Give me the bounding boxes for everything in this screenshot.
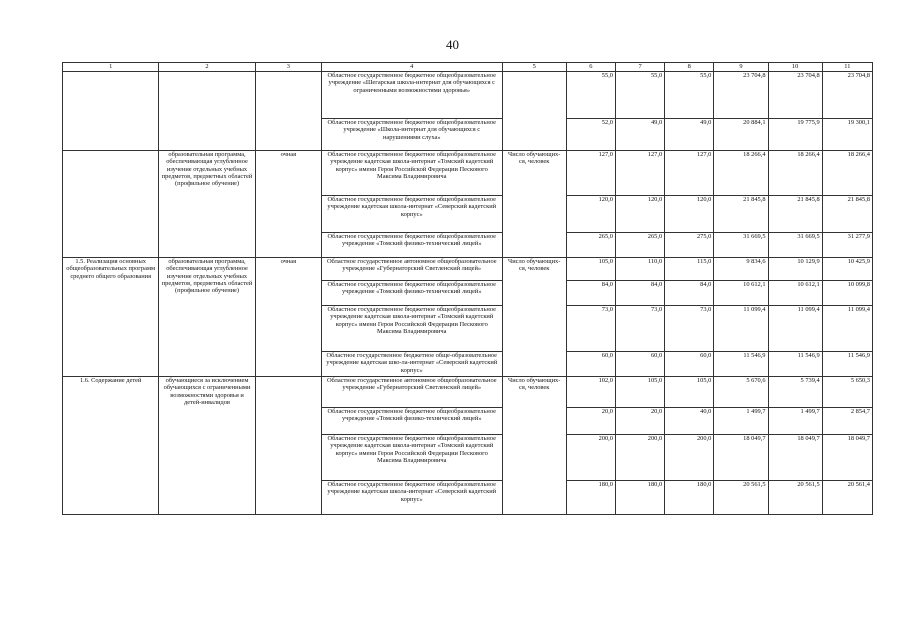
institution-cell: Областное государственное бюджетное обще-образовательное учреждение кадетская шко-ла-интернат «Северский кадетский корпус» (321, 352, 502, 377)
value-cell: 55,0 (615, 72, 664, 119)
value-cell: 11 546,9 (714, 352, 768, 377)
value-cell: 10 425,9 (822, 258, 872, 281)
value-cell: 18 049,7 (714, 435, 768, 481)
value-cell: 11 099,4 (714, 306, 768, 352)
service-cell (63, 72, 159, 151)
value-cell: 73,0 (615, 306, 664, 352)
value-cell: 84,0 (566, 281, 615, 306)
value-cell: 18 049,7 (822, 435, 872, 481)
indicator-cell: Число обучающих-ся, человек (502, 151, 566, 258)
value-cell: 10 099,8 (822, 281, 872, 306)
value-cell: 20 884,1 (714, 119, 768, 151)
value-cell: 73,0 (566, 306, 615, 352)
value-cell: 18 266,4 (714, 151, 768, 196)
value-cell: 275,0 (665, 233, 714, 258)
institution-cell: Областное государственное бюджетное общеобразовательное учреждение кадетская школа-интернат «Томский кадетский корпус» имени Героя Российской Федерации Пескового Максима Владимировича (321, 435, 502, 481)
value-cell: 5 670,6 (714, 377, 768, 408)
value-cell: 31 669,5 (714, 233, 768, 258)
institution-cell: Областное государственное бюджетное общеобразовательное учреждение кадетская школа-интернат «Северский кадетский корпус» (321, 481, 502, 515)
indicator-cell: Число обучающих-ся, человек (502, 377, 566, 515)
value-cell: 180,0 (566, 481, 615, 515)
value-cell: 9 834,6 (714, 258, 768, 281)
value-cell: 21 845,8 (714, 196, 768, 233)
value-cell: 21 845,8 (768, 196, 822, 233)
column-header: 7 (615, 63, 664, 72)
value-cell: 52,0 (566, 119, 615, 151)
value-cell: 1 499,7 (768, 408, 822, 435)
institution-cell: Областное государственное бюджетное общеобразовательное учреждение «Томский физико-технический лицей» (321, 408, 502, 435)
column-header: 3 (255, 63, 321, 72)
data-table (62, 62, 873, 515)
value-cell: 11 099,4 (768, 306, 822, 352)
column-header: 2 (159, 63, 255, 72)
value-cell: 127,0 (665, 151, 714, 196)
value-cell: 1 499,7 (714, 408, 768, 435)
value-cell: 2 854,7 (822, 408, 872, 435)
column-header: 6 (566, 63, 615, 72)
value-cell: 73,0 (665, 306, 714, 352)
value-cell: 20 561,5 (714, 481, 768, 515)
value-cell: 105,0 (665, 377, 714, 408)
column-header: 5 (502, 63, 566, 72)
institution-cell: Областное государственное бюджетное общеобразовательное учреждение «Шегарская школа-интернат для обучающихся с ограниченными возможностями здоровья» (321, 72, 502, 119)
table-row (63, 72, 873, 119)
value-cell: 31 669,5 (768, 233, 822, 258)
column-header: 4 (321, 63, 502, 72)
institution-cell: Областное государственное бюджетное общеобразовательное учреждение кадетская школа-интернат «Томский кадетский корпус» имени Героя Российской Федерации Пескового Максима Владимировича (321, 151, 502, 196)
value-cell: 19 775,9 (768, 119, 822, 151)
value-cell: 31 277,9 (822, 233, 872, 258)
program-cell (159, 72, 255, 151)
value-cell: 23 704,8 (768, 72, 822, 119)
value-cell: 120,0 (566, 196, 615, 233)
institution-cell: Областное государственное бюджетное общеобразовательное учреждение «Томский физико-технический лицей» (321, 233, 502, 258)
value-cell: 60,0 (615, 352, 664, 377)
value-cell: 84,0 (665, 281, 714, 306)
value-cell: 200,0 (566, 435, 615, 481)
program-cell: образовательная программа, обеспечивающая углубленное изучение отдельных учебных предметов, предметных областей (профильное обучение) (159, 258, 255, 377)
value-cell: 127,0 (615, 151, 664, 196)
value-cell: 23 704,8 (714, 72, 768, 119)
service-cell: 1.6. Содержание детей (63, 377, 159, 515)
value-cell: 23 704,8 (822, 72, 872, 119)
value-cell: 11 546,9 (768, 352, 822, 377)
value-cell: 180,0 (615, 481, 664, 515)
table-row (63, 258, 873, 281)
value-cell: 19 300,1 (822, 119, 872, 151)
value-cell: 10 612,1 (768, 281, 822, 306)
value-cell: 200,0 (665, 435, 714, 481)
value-cell: 180,0 (665, 481, 714, 515)
form-cell (255, 72, 321, 151)
service-cell: 1.5. Реализация основных общеобразовательных программ среднего общего образования (63, 258, 159, 377)
value-cell: 127,0 (566, 151, 615, 196)
value-cell: 11 546,9 (822, 352, 872, 377)
indicator-cell (502, 72, 566, 151)
value-cell: 49,0 (615, 119, 664, 151)
value-cell: 55,0 (665, 72, 714, 119)
column-header: 9 (714, 63, 768, 72)
institution-cell: Областное государственное бюджетное общеобразовательное учреждение «Школа-интернат для обучающихся с нарушениями слуха» (321, 119, 502, 151)
value-cell: 60,0 (665, 352, 714, 377)
indicator-cell: Число обучающих-ся, человек (502, 258, 566, 377)
value-cell: 200,0 (615, 435, 664, 481)
value-cell: 20,0 (566, 408, 615, 435)
program-cell: образовательная программа, обеспечивающая углубленное изучение отдельных учебных предметов, предметных областей (профильное обучение) (159, 151, 255, 258)
value-cell: 115,0 (665, 258, 714, 281)
value-cell: 5 739,4 (768, 377, 822, 408)
form-cell: очная (255, 258, 321, 377)
institution-cell: Областное государственное бюджетное общеобразовательное учреждение кадетская школа-интернат «Томский кадетский корпус» имени Героя Российской Федерации Пескового Максима Владимировича (321, 306, 502, 352)
value-cell: 265,0 (615, 233, 664, 258)
column-header: 8 (665, 63, 714, 72)
value-cell: 110,0 (615, 258, 664, 281)
institution-cell: Областное государственное автономное общеобразовательное учреждение «Губернаторский Светленский лицей» (321, 377, 502, 408)
value-cell: 105,0 (615, 377, 664, 408)
value-cell: 55,0 (566, 72, 615, 119)
value-cell: 21 845,8 (822, 196, 872, 233)
value-cell: 18 266,4 (768, 151, 822, 196)
table-row (63, 377, 873, 408)
value-cell: 20 561,4 (822, 481, 872, 515)
value-cell: 20,0 (615, 408, 664, 435)
column-number-row (63, 63, 873, 72)
value-cell: 265,0 (566, 233, 615, 258)
column-header: 11 (822, 63, 872, 72)
value-cell: 40,0 (665, 408, 714, 435)
value-cell: 49,0 (665, 119, 714, 151)
column-header: 10 (768, 63, 822, 72)
value-cell: 120,0 (665, 196, 714, 233)
value-cell: 18 266,4 (822, 151, 872, 196)
value-cell: 60,0 (566, 352, 615, 377)
program-cell: обучающиеся за исключением обучающихся с ограниченными возможностями здоровья и детей-инвалидов (159, 377, 255, 515)
column-header: 1 (63, 63, 159, 72)
value-cell: 105,0 (566, 258, 615, 281)
page-number: 40 (446, 37, 459, 52)
value-cell: 84,0 (615, 281, 664, 306)
value-cell: 10 612,1 (714, 281, 768, 306)
value-cell: 5 650,3 (822, 377, 872, 408)
institution-cell: Областное государственное автономное общеобразовательное учреждение «Губернаторский Светленский лицей» (321, 258, 502, 281)
value-cell: 18 049,7 (768, 435, 822, 481)
value-cell: 102,0 (566, 377, 615, 408)
value-cell: 120,0 (615, 196, 664, 233)
value-cell: 20 561,5 (768, 481, 822, 515)
institution-cell: Областное государственное бюджетное общеобразовательное учреждение «Томский физико-технический лицей» (321, 281, 502, 306)
service-cell (63, 151, 159, 258)
value-cell: 10 129,9 (768, 258, 822, 281)
form-cell (255, 377, 321, 515)
institution-cell: Областное государственное бюджетное общеобразовательное учреждение кадетская школа-интернат «Северский кадетский корпус» (321, 196, 502, 233)
value-cell: 11 099,4 (822, 306, 872, 352)
table-row (63, 151, 873, 196)
form-cell: очная (255, 151, 321, 258)
